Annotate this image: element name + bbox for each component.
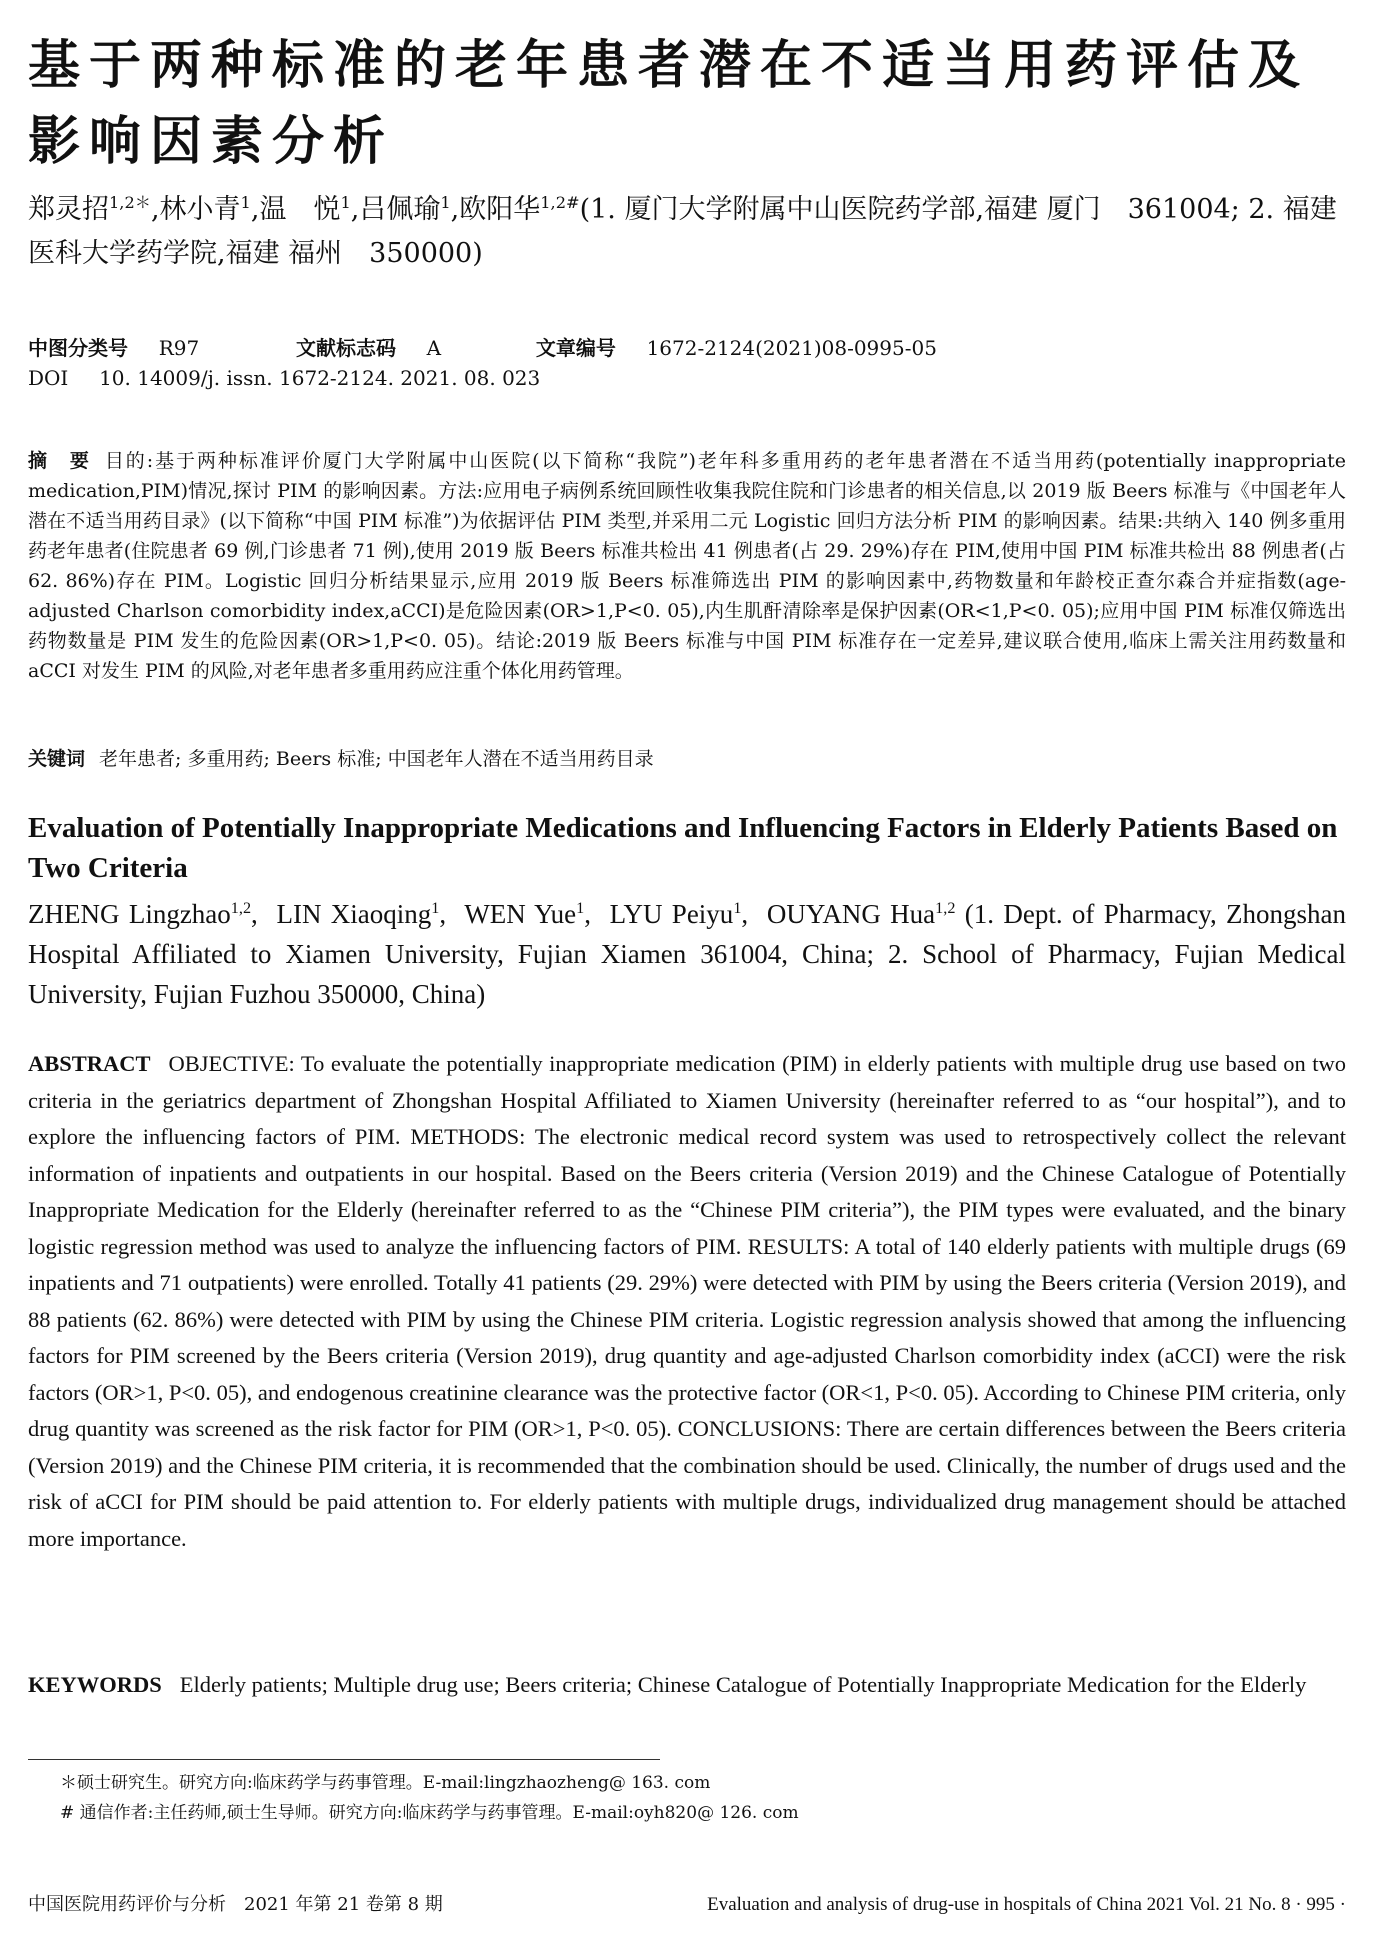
author-affiliation-mark: 1	[576, 899, 585, 917]
author-name: 温 悦	[259, 194, 341, 225]
author-name: 欧阳华	[459, 194, 541, 225]
author-name: OUYANG Hua	[766, 899, 936, 929]
chinese-keywords	[28, 744, 1346, 774]
footer-journal-chinese: 中国医院用药评价与分析 2021 年第 21 卷第 8 期	[28, 1894, 443, 1915]
footnote-divider	[28, 1759, 660, 1760]
document-code-label: 文献标志码	[295, 336, 396, 360]
chinese-authors-affiliations: 郑灵招$^{1,2*}$,林小青$^1$,温 悦$^1$,吕佩瑜$^1$,欧阳华$^{1,2\#}$(1. 厦门大学附属中山医院药学部,福建 厦门 361004; 2. 福建医科大学药学院,福建 福州 350000)	[28, 193, 1337, 269]
english-title: Evaluation of Potentially Inappropriate Medications and Influencing Factors in Elderly Patients Based on Two Criteria	[28, 812, 1338, 884]
doi-label: DOI	[28, 366, 69, 390]
chinese-title: 基于两种标准的老年患者潜在不适当用药评估及影响因素分析	[28, 36, 1310, 172]
author-name: WEN Yue	[464, 899, 577, 929]
author-name: LIN Xiaoqing	[276, 899, 432, 929]
author-affiliation-mark: 1	[431, 899, 440, 917]
clc-value: R97	[158, 336, 200, 360]
author-affiliation-mark: 1	[440, 193, 451, 212]
author-affiliation-mark: 1	[340, 193, 351, 212]
english-authors-affiliations: ZHENG Lingzhao$^{1,2}$, LIN Xiaoqing$^1$, WEN Yue$^1$, LYU Peiyu$^1$, OUYANG Hua$^{1,2}$ (1. Dept. of Pharmacy, Zhongshan Hospital Affiliated to Xiamen University, Fujian Xiamen 361004, China; 2. School of Pharmacy, Fujian Medical University, Fujian Fuzhou 350000, China)	[28, 899, 1347, 1009]
chinese-keywords-text: 老年患者; 多重用药; Beers 标准; 中国老年人潜在不适当用药目录	[99, 748, 654, 770]
english-abstract-label: ABSTRACT	[28, 1051, 151, 1076]
clc-label: 中图分类号	[28, 336, 128, 360]
doi-value: 10. 14009/j. issn. 1672-2124. 2021. 08. 023	[99, 366, 541, 390]
chinese-affiliations: (1. 厦门大学附属中山医院药学部,福建 厦门 361004; 2. 福建医科大学药学院,福建 福州 350000)	[28, 194, 1337, 269]
article-metadata	[28, 333, 1346, 393]
author-affiliation-mark: 1,2	[935, 899, 956, 917]
author-name: LYU Peiyu	[609, 899, 734, 929]
author-affiliation-mark: 1,2	[230, 899, 252, 917]
footnote-author: ＊硕士研究生。研究方向:临床药学与药事管理。E-mail:lingzhaozheng@ 163. com	[60, 1773, 711, 1793]
document-code-value: A	[426, 336, 442, 360]
author-name: 郑灵招	[28, 194, 109, 225]
article-number-label: 文章编号	[535, 336, 616, 360]
english-keywords-text: Elderly patients; Multiple drug use; Beers criteria; Chinese Catalogue of Potentially Inappropriate Medication for the Elderly	[179, 1672, 1307, 1697]
author-affiliation-mark: 1	[733, 899, 742, 917]
chinese-abstract-label: 摘 要	[28, 450, 91, 472]
chinese-keywords-label: 关键词	[28, 748, 86, 770]
article-number-value: 1672-2124(2021)08-0995-05	[646, 336, 937, 360]
author-affiliation-mark: 1	[240, 193, 251, 212]
footnote-corresponding-author: # 通信作者:主任药师,硕士生导师。研究方向:临床药学与药事管理。E-mail:oyh820@ 126. com	[60, 1803, 799, 1823]
chinese-abstract-text: 目的:基于两种标准评价厦门大学附属中山医院(以下简称“我院”)老年科多重用药的老年患者潜在不适当用药(potentially inappropriate medication,PIM)情况,探讨 PIM 的影响因素。方法:应用电子病例系统回顾性收集我院住院和门诊患者的相关信息,以 2019 版 Beers 标准与《中国老年人潜在不适当用药目录》(以下简称“中国 PIM 标准”)为依据评估 PIM 类型,并采用二元 Logistic 回归方法分析 PIM 的影响因素。结果:共纳入 140 例多重用药老年患者(住院患者 69 例,门诊患者 71 例),使用 2019 版 Beers 标准共检出 41 例患者(占 29. 29%)存在 PIM,使用中国 PIM 标准共检出 88 例患者(占 62. 86%)存在 PIM。Logistic 回归分析结果显示,应用 2019 版 Beers 标准筛选出 PIM 的影响因素中,药物数量和年龄校正查尔森合并症指数(age-adjusted Charlson comorbidity index,aCCI)是危险因素(OR>1,P<0. 05),内生肌酐清除率是保护因素(OR<1,P<0. 05);应用中国 PIM 标准仅筛选出药物数量是 PIM 发生的危险因素(OR>1,P<0. 05)。结论:2019 版 Beers 标准与中国 PIM 标准存在一定差异,建议联合使用,临床上需关注用药数量和 aCCI 对发生 PIM 的风险,对老年患者多重用药应注重个体化用药管理。	[28, 450, 1346, 682]
english-keywords	[28, 1667, 1346, 1704]
chinese-abstract	[28, 446, 1346, 686]
doi-row	[28, 363, 1346, 393]
author-name: ZHENG Lingzhao	[28, 899, 231, 929]
author-affiliation-mark: 1,2＊	[109, 193, 151, 212]
author-name: 吕佩瑜	[359, 194, 441, 225]
english-abstract-text: OBJECTIVE: To evaluate the potentially inappropriate medication (PIM) in elderly patients with multiple drug use based on two criteria in the geriatrics department of Zhongshan Hospital Affiliated to Xiamen University (hereinafter referred to as “our hospital”), and to explore the influencing factors of PIM. METHODS: The electronic medical record system was used to retrospectively collect the relevant information of inpatients and outpatients in our hospital. Based on the Beers criteria (Version 2019) and the Chinese Catalogue of Potentially Inappropriate Medication for the Elderly (hereinafter referred to as the “Chinese PIM criteria”), the PIM types were evaluated, and the binary logistic regression method was used to analyze the influencing factors of PIM. RESULTS: A total of 140 elderly patients with multiple drugs (69 inpatients and 71 outpatients) were enrolled. Totally 41 patients (29. 29%) were detected with PIM by using the Beers criteria (Version 2019), and 88 patients (62. 86%) were detected with PIM by using the Chinese PIM criteria. Logistic regression analysis showed that among the influencing factors for PIM screened by the Beers criteria (Version 2019), drug quantity and age-adjusted Charlson comorbidity index (aCCI) were the risk factors (OR>1, P<0. 05), and endogenous creatinine clearance was the protective factor (OR<1, P<0. 05). According to Chinese PIM criteria, only drug quantity was screened as the risk factor for PIM (OR>1, P<0. 05). CONCLUSIONS: There are certain differences between the Beers criteria (Version 2019) and the Chinese PIM criteria, it is recommended that the combination should be used. Clinically, the number of drugs used and the risk of aCCI for PIM should be paid attention to. For elderly patients with multiple drugs, individualized drug management should be attached more importance.	[28, 1051, 1346, 1551]
author-affiliation-mark: 1,2#	[540, 193, 580, 212]
author-name: 林小青	[159, 194, 241, 225]
english-affiliations: (1. Dept. of Pharmacy, Zhongshan Hospital Affiliated to Xiamen University, Fujian Xiamen 361004, China; 2. School of Pharmacy, Fujian Medical University, Fujian Fuzhou 350000, China)	[28, 899, 1347, 1009]
classification-row	[28, 333, 1346, 363]
footnotes	[60, 1768, 1340, 1828]
running-footer	[28, 1890, 1346, 1920]
footer-journal-english: Evaluation and analysis of drug-use in hospitals of China 2021 Vol. 21 No. 8 · 995 ·	[707, 1894, 1346, 1915]
english-keywords-label: KEYWORDS	[28, 1672, 162, 1697]
english-abstract	[28, 1046, 1346, 1557]
